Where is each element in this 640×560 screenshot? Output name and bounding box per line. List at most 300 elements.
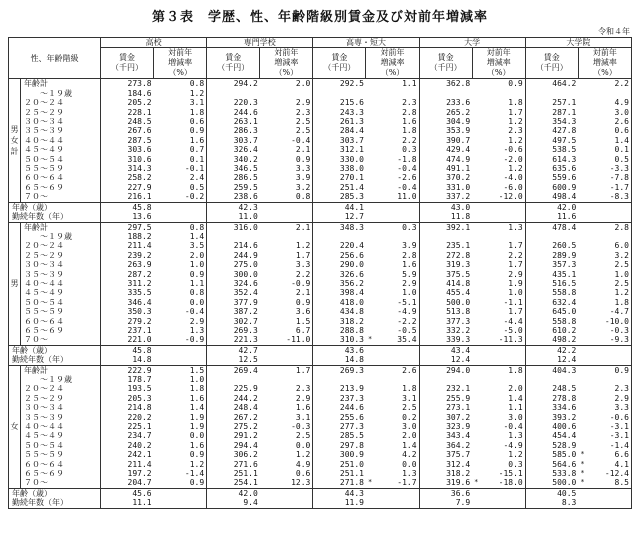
change-value: 2.8 <box>366 108 419 117</box>
wage-value: 393.2 <box>525 413 578 422</box>
empty-cell <box>578 345 631 355</box>
wage-value: 233.6 <box>419 98 472 107</box>
tenure-row <box>9 212 632 222</box>
empty-cell <box>472 345 525 355</box>
age-group-label: ４５～４９ <box>21 145 101 154</box>
empty-cell <box>366 498 419 508</box>
wage-value: 390.7 <box>419 136 472 145</box>
change-value: 2.5 <box>260 431 313 440</box>
average-age-row <box>9 345 632 355</box>
wage-value: 491.1 <box>419 164 472 173</box>
wage-value: 538.5 <box>525 145 578 154</box>
change-value: 1.7 <box>472 108 525 117</box>
table-row <box>9 108 632 117</box>
footnote-marker: * <box>580 450 585 459</box>
change-value <box>260 89 313 98</box>
wage-value: 269.3 <box>313 365 366 375</box>
change-value: -4.9 <box>366 307 419 316</box>
empty-cell <box>260 498 313 508</box>
empty-cell <box>366 488 419 498</box>
wage-value: 319.3 <box>419 260 472 269</box>
wage-value <box>525 375 578 384</box>
change-value: 4.9 <box>260 460 313 469</box>
table-row <box>9 307 632 316</box>
wage-value: 222.9 <box>101 365 154 375</box>
table-row <box>9 375 632 384</box>
footnote-marker: * <box>367 335 373 344</box>
age-group-label: ２５～２９ <box>21 108 101 117</box>
tenure-value: 13.6 <box>101 212 154 222</box>
wage-value: 332.2 <box>419 326 472 335</box>
average-age-value: 44.3 <box>313 488 366 498</box>
wage-value: 220.2 <box>101 413 154 422</box>
wage-value: 251.0 <box>313 460 366 469</box>
change-value <box>366 375 419 384</box>
change-value: 1.8 <box>472 365 525 375</box>
wage-col-header: 賃金 （千円） <box>419 48 472 79</box>
change-value: 3.2 <box>578 251 631 260</box>
change-value: 0.5 <box>578 155 631 164</box>
change-value: 0.3 <box>366 222 419 232</box>
wage-value: 334.6 <box>525 403 578 412</box>
change-value: -0.1 <box>154 164 207 173</box>
wage-value: 294.0 <box>419 365 472 375</box>
wage-col-header: 賃金 （千円） <box>525 48 578 79</box>
change-value: 1.6 <box>260 403 313 412</box>
wage-value: 258.2 <box>101 173 154 182</box>
wage-value: 316.0 <box>207 222 260 232</box>
wage-value: 528.9 <box>525 441 578 450</box>
change-value: 2.8 <box>366 251 419 260</box>
change-value: 1.3 <box>472 222 525 232</box>
wage-value: 244.6 <box>313 403 366 412</box>
table-row <box>9 288 632 297</box>
wage-value: 318.2 <box>313 317 366 326</box>
change-value: 2.3 <box>260 384 313 393</box>
table-row <box>9 222 632 232</box>
change-value: 3.9 <box>260 173 313 182</box>
change-value: 0.5 <box>154 183 207 192</box>
empty-cell <box>472 355 525 365</box>
wage-value: 251.4 <box>313 183 366 192</box>
table-row <box>9 460 632 469</box>
tenure-value: 11.9 <box>313 498 366 508</box>
average-age-value: 44.1 <box>313 202 366 212</box>
wage-value: 564.6 <box>525 460 578 469</box>
empty-cell <box>154 345 207 355</box>
change-value: 11.0 <box>366 192 419 202</box>
table-row <box>9 270 632 279</box>
year-note: 令和４年 <box>598 27 630 36</box>
wage-value: 221.0 <box>101 335 154 345</box>
wage-value: 255.6 <box>313 413 366 422</box>
change-value: 1.2 <box>472 450 525 459</box>
sex-label: 男 女 計 <box>9 79 21 202</box>
wage-value: 300.9 <box>313 450 366 459</box>
wage-value: 323.9 <box>419 422 472 431</box>
wage-value: 204.7 <box>101 478 154 488</box>
wage-value: 254.1 <box>207 478 260 488</box>
change-value: -0.9 <box>260 279 313 288</box>
age-group-label: ２０～２４ <box>21 384 101 393</box>
change-value: 2.0 <box>366 431 419 440</box>
change-value: 1.2 <box>154 89 207 98</box>
wage-value: 279.2 <box>101 317 154 326</box>
wage-value: 263.9 <box>101 260 154 269</box>
change-value: -9.3 <box>578 335 631 345</box>
age-group-label: ５５～５９ <box>21 450 101 459</box>
age-group-label: ５５～５９ <box>21 307 101 316</box>
wage-value: 287.5 <box>101 136 154 145</box>
wage-value: 237.3 <box>313 394 366 403</box>
wage-value <box>419 89 472 98</box>
sex-label: 女 <box>9 365 21 488</box>
wage-value: 288.8 <box>313 326 366 335</box>
average-age-value: 40.5 <box>525 488 578 498</box>
change-value: -3.1 <box>578 431 631 440</box>
wage-value: 400.6 <box>525 422 578 431</box>
wage-value: 398.4 <box>313 288 366 297</box>
change-value: 12.3 <box>260 478 313 488</box>
change-value: 6.7 <box>260 326 313 335</box>
wage-value: 275.2 <box>207 422 260 431</box>
wage-value: 285.5 <box>313 431 366 440</box>
age-group-label: ５５～５９ <box>21 164 101 173</box>
wage-value: 312.1 <box>313 145 366 154</box>
empty-cell <box>472 212 525 222</box>
wage-value: 220.4 <box>313 241 366 250</box>
change-value: 1.2 <box>472 136 525 145</box>
age-group-label: ３５～３９ <box>21 270 101 279</box>
wage-value: 310.6 <box>101 155 154 164</box>
age-group-label: ～１９歳 <box>21 375 101 384</box>
change-value: * 8.5 <box>578 478 631 488</box>
change-value: 1.1 <box>366 79 419 89</box>
change-value: 1.7 <box>472 260 525 269</box>
change-value: 1.8 <box>578 298 631 307</box>
table-row <box>9 469 632 478</box>
change-col-header: 対前年 増減率 （%） <box>154 48 207 79</box>
age-group-label: ４０～４４ <box>21 279 101 288</box>
wage-value: 291.2 <box>207 431 260 440</box>
change-value: 4.2 <box>366 450 419 459</box>
wage-value: 220.3 <box>207 98 260 107</box>
average-age-value: 42.7 <box>207 345 260 355</box>
change-value: -8.3 <box>578 192 631 202</box>
change-value: 1.5 <box>154 365 207 375</box>
change-value: -0.2 <box>154 192 207 202</box>
wage-value: 614.3 <box>525 155 578 164</box>
wage-value: 319.6 <box>419 478 472 488</box>
average-age-label: 年齢（歳） <box>9 202 101 212</box>
wage-value: 303.7 <box>207 136 260 145</box>
wage-value: 339.3 <box>419 335 472 345</box>
age-group-label: ６５～６９ <box>21 469 101 478</box>
average-age-label: 年齢（歳） <box>9 488 101 498</box>
change-value: 2.9 <box>472 270 525 279</box>
wage-value: 244.2 <box>207 394 260 403</box>
wage-value: 427.8 <box>525 126 578 135</box>
change-value: 2.1 <box>260 222 313 232</box>
change-value: -0.4 <box>366 183 419 192</box>
wage-value: 289.9 <box>525 251 578 260</box>
wage-value: 273.1 <box>419 403 472 412</box>
change-value: 1.7 <box>472 307 525 316</box>
change-value: 1.3 <box>366 469 419 478</box>
tenure-value: 12.4 <box>525 355 578 365</box>
wage-value: 500.0 <box>419 298 472 307</box>
wage-value: 645.0 <box>525 307 578 316</box>
wage-value: 251.1 <box>207 469 260 478</box>
change-value: 1.2 <box>260 241 313 250</box>
wage-value: 348.3 <box>313 222 366 232</box>
edu-header-1: 専門学校 <box>207 38 313 48</box>
wage-value: 225.9 <box>207 384 260 393</box>
change-value: -0.6 <box>472 145 525 154</box>
change-value: -2.0 <box>472 155 525 164</box>
wage-value: 500.0 <box>525 478 578 488</box>
change-value: 1.3 <box>472 431 525 440</box>
change-value: 1.8 <box>154 384 207 393</box>
wage-value: 284.4 <box>313 126 366 135</box>
wage-value <box>313 375 366 384</box>
change-value <box>366 232 419 241</box>
change-value: 1.3 <box>154 326 207 335</box>
age-group-label: ３０～３４ <box>21 117 101 126</box>
average-age-label: 年齢（歳） <box>9 345 101 355</box>
wage-value: 213.9 <box>313 384 366 393</box>
table-row <box>9 260 632 269</box>
empty-cell <box>578 355 631 365</box>
tenure-value: 9.4 <box>207 498 260 508</box>
change-value: 0.9 <box>154 478 207 488</box>
change-value: * 35.4 <box>366 335 419 345</box>
change-col-header: 対前年 増減率 （%） <box>260 48 313 79</box>
age-group-label: 年齢計 <box>21 365 101 375</box>
empty-cell <box>578 212 631 222</box>
table-row <box>9 98 632 107</box>
sex-label: 男 <box>9 222 21 345</box>
wage-value: 300.0 <box>207 270 260 279</box>
change-value: 2.9 <box>260 394 313 403</box>
wage-value: 272.8 <box>419 251 472 260</box>
wage-value: 243.3 <box>313 108 366 117</box>
tenure-value: 11.8 <box>419 212 472 222</box>
change-value: 4.9 <box>578 98 631 107</box>
change-value: -15.1 <box>472 469 525 478</box>
wage-value: 216.1 <box>101 192 154 202</box>
change-value: 1.8 <box>366 126 419 135</box>
change-col-header: 対前年 増減率 （%） <box>578 48 631 79</box>
change-value: 1.2 <box>472 164 525 173</box>
change-value: 2.5 <box>260 126 313 135</box>
empty-cell <box>472 498 525 508</box>
change-value: 2.8 <box>578 222 631 232</box>
tenure-row <box>9 498 632 508</box>
wage-value: 304.9 <box>419 117 472 126</box>
wage-value: 357.3 <box>525 260 578 269</box>
wage-value: 286.5 <box>207 173 260 182</box>
wage-value: 303.7 <box>313 136 366 145</box>
wage-value: 256.6 <box>313 251 366 260</box>
table-row <box>9 126 632 135</box>
wage-value: 498.2 <box>525 335 578 345</box>
change-value: -0.4 <box>260 136 313 145</box>
change-value: 0.9 <box>260 155 313 164</box>
change-value: 3.6 <box>260 307 313 316</box>
age-group-label: ４５～４９ <box>21 431 101 440</box>
wage-value: 251.1 <box>313 469 366 478</box>
empty-cell <box>154 202 207 212</box>
average-age-row <box>9 202 632 212</box>
change-value: -4.9 <box>472 441 525 450</box>
table-row <box>9 155 632 164</box>
change-value: 2.3 <box>260 108 313 117</box>
wage-value: 364.2 <box>419 441 472 450</box>
wage-value: 377.3 <box>419 317 472 326</box>
wage-value: 188.2 <box>101 232 154 241</box>
tenure-label: 勤続年数（年） <box>9 212 101 222</box>
wage-value: 225.1 <box>101 422 154 431</box>
change-value: 1.6 <box>154 136 207 145</box>
change-value: 2.4 <box>154 173 207 182</box>
empty-cell <box>366 212 419 222</box>
change-value: 6.0 <box>578 241 631 250</box>
wage-value: 255.9 <box>419 394 472 403</box>
change-value: 3.9 <box>366 241 419 250</box>
wage-value: 343.4 <box>419 431 472 440</box>
table-row <box>9 317 632 326</box>
change-value: 1.4 <box>578 136 631 145</box>
change-value: 1.4 <box>366 441 419 450</box>
table-row <box>9 145 632 154</box>
row-label-header: 性、年齢階級 <box>9 38 101 79</box>
wage-value: 214.8 <box>101 403 154 412</box>
change-value: -6.0 <box>472 183 525 192</box>
age-group-label: ～１９歳 <box>21 89 101 98</box>
change-value: 2.3 <box>472 126 525 135</box>
change-value: 2.0 <box>154 251 207 260</box>
average-age-value: 45.8 <box>101 345 154 355</box>
change-value: 0.0 <box>154 298 207 307</box>
change-value: 3.3 <box>260 260 313 269</box>
change-value: 0.6 <box>260 469 313 478</box>
footnote-marker: * <box>474 478 479 487</box>
age-group-label: ６０～６４ <box>21 460 101 469</box>
wage-value: 273.8 <box>101 79 154 89</box>
change-value: 2.5 <box>260 117 313 126</box>
wage-value: 248.5 <box>525 384 578 393</box>
wage-value <box>207 89 260 98</box>
wage-col-header: 賃金 （千円） <box>313 48 366 79</box>
change-value: 2.2 <box>260 270 313 279</box>
wage-value: 234.7 <box>101 431 154 440</box>
change-value: -1.4 <box>578 441 631 450</box>
table-row <box>9 450 632 459</box>
average-age-value: 43.6 <box>313 345 366 355</box>
wage-value: 352.4 <box>207 288 260 297</box>
change-value: 3.3 <box>578 403 631 412</box>
empty-cell <box>578 202 631 212</box>
wage-value: 353.9 <box>419 126 472 135</box>
tenure-value: 12.4 <box>419 355 472 365</box>
average-age-value: 43.4 <box>419 345 472 355</box>
wage-value: 310.3 <box>313 335 366 345</box>
change-value: 0.9 <box>472 79 525 89</box>
change-value: 1.7 <box>260 365 313 375</box>
age-group-label: ３５～３９ <box>21 126 101 135</box>
wage-value <box>419 232 472 241</box>
wage-value: 330.0 <box>313 155 366 164</box>
wage-value: 558.8 <box>525 317 578 326</box>
wage-value: 346.5 <box>207 164 260 173</box>
wage-value: 324.6 <box>207 279 260 288</box>
age-group-label: ２５～２９ <box>21 394 101 403</box>
empty-cell <box>366 345 419 355</box>
wage-value: 205.2 <box>101 98 154 107</box>
change-value: 1.2 <box>260 450 313 459</box>
wage-value: 261.3 <box>313 117 366 126</box>
age-group-label: ７０～ <box>21 335 101 345</box>
change-value: 0.2 <box>366 413 419 422</box>
empty-cell <box>472 488 525 498</box>
change-value: 3.0 <box>366 422 419 431</box>
table-row <box>9 335 632 345</box>
age-group-label: ６５～６９ <box>21 183 101 192</box>
change-value: 2.0 <box>260 79 313 89</box>
change-value <box>578 232 631 241</box>
edu-header-0: 高校 <box>101 38 207 48</box>
wage-value: 464.2 <box>525 79 578 89</box>
change-value: -12.0 <box>472 192 525 202</box>
wage-value: 232.1 <box>419 384 472 393</box>
table-row <box>9 403 632 412</box>
change-value: 1.6 <box>366 117 419 126</box>
change-value: -10.0 <box>578 317 631 326</box>
change-col-header: 対前年 増減率 （%） <box>472 48 525 79</box>
change-value: 1.0 <box>472 288 525 297</box>
change-value: 1.4 <box>154 232 207 241</box>
change-value: 0.6 <box>578 126 631 135</box>
table-row <box>9 173 632 182</box>
tenure-row <box>9 355 632 365</box>
wage-value: 294.4 <box>207 441 260 450</box>
empty-cell <box>154 355 207 365</box>
wage-value: 260.5 <box>525 241 578 250</box>
table-row <box>9 79 632 89</box>
empty-cell <box>260 212 313 222</box>
wage-value: 338.0 <box>313 164 366 173</box>
empty-cell <box>260 355 313 365</box>
change-value: 1.7 <box>472 241 525 250</box>
change-value: 1.9 <box>472 279 525 288</box>
change-value: 1.0 <box>366 288 419 297</box>
change-value <box>366 89 419 98</box>
change-value: 2.5 <box>578 279 631 288</box>
average-age-value: 42.0 <box>207 488 260 498</box>
change-value: -0.3 <box>260 422 313 431</box>
wage-value: 533.8 <box>525 469 578 478</box>
wage-value: 474.9 <box>419 155 472 164</box>
wage-value: 290.0 <box>313 260 366 269</box>
change-value: -3.1 <box>578 422 631 431</box>
wage-value <box>207 232 260 241</box>
edu-header-3: 大学 <box>419 38 525 48</box>
wage-value: 278.8 <box>525 394 578 403</box>
empty-cell <box>260 202 313 212</box>
wage-value: 434.8 <box>313 307 366 316</box>
change-value: 1.0 <box>154 260 207 269</box>
